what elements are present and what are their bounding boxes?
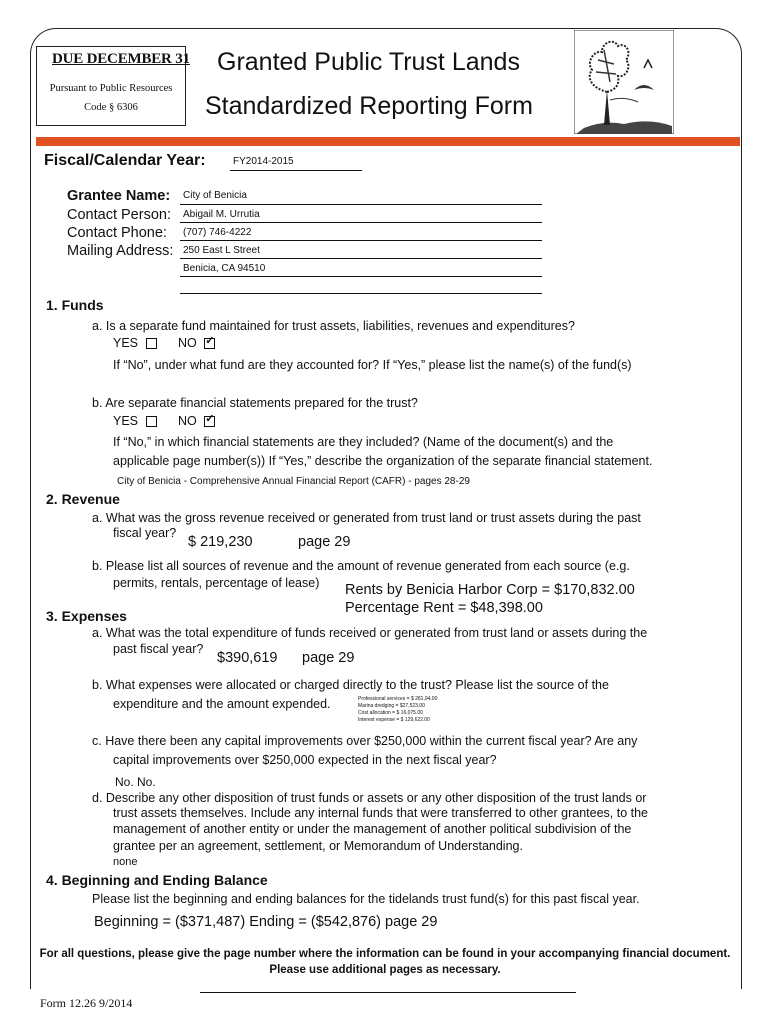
mailing-address-line1 [180,258,542,259]
funds-a-options [113,336,215,350]
revenue-question-a-line1: a. What was the gross revenue received or generated from trust land or trust assets during the past [92,511,641,525]
yes-label: YES [113,336,139,350]
funds-a-yes-checkbox[interactable] [146,338,157,349]
form-title-line1: Granted Public Trust Lands [217,48,520,76]
expenses-a-amount[interactable]: $390,619 [217,650,278,666]
fiscal-year-line [230,170,362,171]
mailing-address-line1-value[interactable]: 250 East L Street [183,245,260,256]
balance-answer[interactable]: Beginning = ($371,487) Ending = ($542,876) page 29 [94,914,438,930]
expenses-question-d-line4: grantee per an agreement, settlement, or Memorandum of Understanding. [113,839,523,853]
expenses-c-answer[interactable]: No. No. [115,775,156,789]
section-funds-title: 1. Funds [46,297,104,313]
expenses-question-c-line1: c. Have there been any capital improvements over $250,000 within the current fiscal year? Are any [92,734,638,748]
grantee-name-label: Grantee Name: [67,188,171,204]
funds-a-no-checkbox[interactable] [204,338,215,349]
no-label: NO [177,414,197,428]
expenses-a-page[interactable]: page 29 [302,650,355,666]
contact-person-value[interactable]: Abigail M. Urrutia [183,209,260,220]
funds-b-no-checkbox[interactable] [204,416,215,427]
funds-question-a: a. Is a separate fund maintained for trust assets, liabilities, revenues and expenditures? [92,319,575,333]
expenses-question-a-line2: past fiscal year? [113,642,204,656]
expenses-question-c-line2: capital improvements over $250,000 expected in the next fiscal year? [113,753,497,767]
mailing-address-line3 [180,293,542,294]
funds-b-followup-line1: If “No,” in which financial statements are they included? (Name of the document(s) and the [113,435,614,449]
expenses-b-item[interactable]: Marina dredging = $27,523.00 [358,703,425,709]
fiscal-year-value[interactable]: FY2014-2015 [233,156,294,167]
revenue-b-answer-line2[interactable]: Percentage Rent = $48,398.00 [345,600,543,616]
contact-person-line [180,222,542,223]
funds-b-yes-checkbox[interactable] [146,416,157,427]
mailing-address-line2 [180,276,542,277]
funds-question-b: b. Are separate financial statements prepared for the trust? [92,396,418,410]
revenue-a-page[interactable]: page 29 [298,534,351,550]
contact-person-label: Contact Person: [67,207,171,223]
funds-b-options [113,414,215,428]
expenses-question-d-line2: trust assets themselves. Include any internal funds that were transferred to other grantees, to the [113,806,649,820]
expenses-question-b-line1: b. What expenses were allocated or charged directly to the trust? Please list the source of the [92,678,609,692]
due-date-label: DUE DECEMBER 31 [52,51,190,67]
expenses-b-item[interactable]: Professional services = $ 281,94.00 [358,696,438,702]
mailing-address-label: Mailing Address: [67,243,174,259]
contact-phone-line [180,240,542,241]
expenses-question-a-line1: a. What was the total expenditure of funds received or generated from trust land or assets during the [92,626,648,640]
no-label: NO [177,336,197,350]
expenses-question-b-line2: expenditure and the amount expended. [113,697,331,711]
footer-note: For all questions, please give the page number where the information can be found in your accompanying financial document. Please use additional pages as necessary. [39,948,731,976]
funds-b-followup-line2: applicable page number(s)) If “Yes,” describe the organization of the separate financial statement. [113,454,653,468]
mailing-address-line2-value[interactable]: Benicia, CA 94510 [183,263,266,274]
funds-b-answer[interactable]: City of Benicia - Comprehensive Annual Financial Report (CAFR) - pages 28-29 [117,476,470,487]
expenses-d-answer[interactable]: none [113,856,138,868]
funds-a-followup: If “No”, under what fund are they accounted for? If “Yes,” please list the name(s) of the fund(s) [113,358,632,372]
contact-phone-label: Contact Phone: [67,225,167,241]
contact-phone-value[interactable]: (707) 746-4222 [183,227,252,238]
signature-line [200,992,576,993]
form-title-line2: Standardized Reporting Form [205,92,533,120]
revenue-a-amount[interactable]: $ 219,230 [188,534,253,550]
expenses-question-d-line1: d. Describe any other disposition of trust funds or assets or any other disposition of the trust lands or [92,791,647,805]
grantee-name-value[interactable]: City of Benicia [183,190,247,201]
yes-label: YES [113,414,139,428]
statute-reference: Pursuant to Public Resources Code § 6306 [49,83,173,113]
revenue-b-answer-line1[interactable]: Rents by Benicia Harbor Corp = $170,832.00 [345,582,635,598]
form-number: Form 12.26 9/2014 [40,996,133,1010]
expenses-question-d-line3: management of another entity or under the management of another political subdivision of the [113,822,632,836]
balance-question: Please list the beginning and ending balances for the tidelands trust fund(s) for this past fiscal year. [92,892,640,906]
revenue-question-b-line1: b. Please list all sources of revenue and the amount of revenue generated from each source (e.g. [92,559,630,573]
grantee-name-line [180,204,542,205]
accent-bar [36,137,740,146]
section-revenue-title: 2. Revenue [46,491,120,507]
section-expenses-title: 3. Expenses [46,608,127,624]
expenses-b-item[interactable]: Interest expense = $ 129,622.00 [358,717,430,723]
revenue-question-b-line2: permits, rentals, percentage of lease) [113,576,320,590]
fiscal-year-label: Fiscal/Calendar Year: [44,152,206,169]
section-balance-title: 4. Beginning and Ending Balance [46,872,268,888]
revenue-question-a-line2: fiscal year? [113,526,177,540]
expenses-b-item[interactable]: Cost allocation = $ 16,075.00 [358,710,423,716]
tree-logo-icon [574,30,674,134]
